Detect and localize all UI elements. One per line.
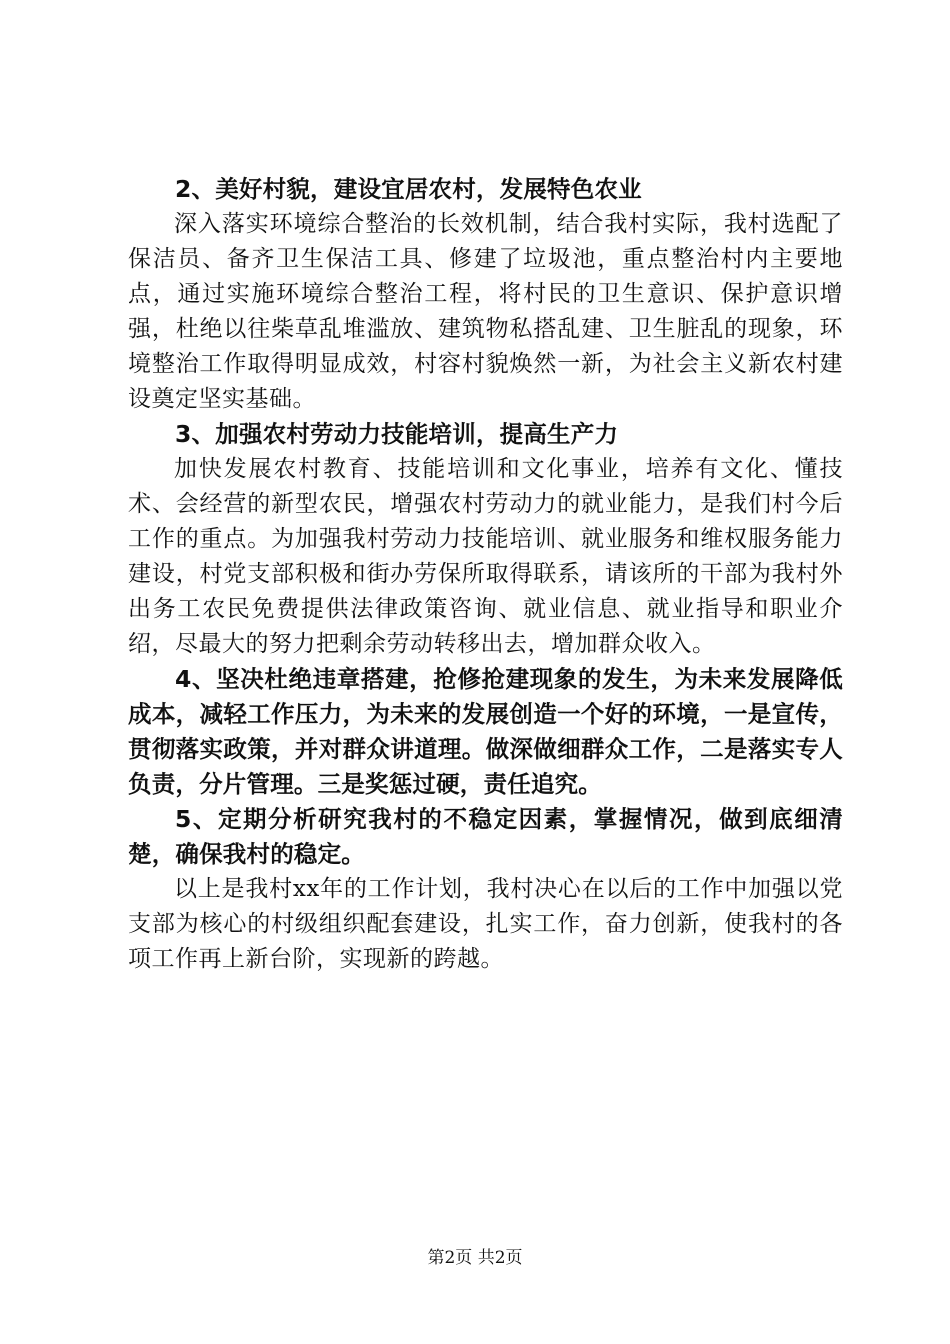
page-number-footer: 第2页 共2页 xyxy=(427,1248,523,1268)
section-paragraph-4: 4、坚决杜绝违章搭建，抢修抢建现象的发生，为未来发展降低成本，减轻工作压力，为未来的发展创造一个好的环境，一是宣传，贯彻落实政策，并对群众讲道理。做深做细群众工作，二是落实专人负责，分片管理。三是奖惩过硬，责任追究。 xyxy=(128,665,843,798)
section-heading-2: 2、美好村貌，建设宜居农村，发展特色农业 xyxy=(175,175,642,203)
body-paragraph-training: 加快发展农村教育、技能培训和文化事业，培养有文化、懂技术、会经营的新型农民，增强农村劳动力的就业能力，是我们村今后工作的重点。为加强我村劳动力技能培训、就业服务和维权服务能力建设，村党支部积极和街办劳保所取得联系，请该所的干部为我村外出务工农民免费提供法律政策咨询、就业信息、就业指导和职业介绍，尽最大的努力把剩余劳动转移出去，增加群众收入。 xyxy=(128,456,843,657)
section-heading-3: 3、加强农村劳动力技能培训，提高生产力 xyxy=(175,420,619,448)
body-paragraph-environment: 深入落实环境综合整治的长效机制，结合我村实际，我村选配了保洁员、备齐卫生保洁工具、修建了垃圾池，重点整治村内主要地点，通过实施环境综合整治工程，将村民的卫生意识、保护意识增强，杜绝以往柴草乱堆滥放、建筑物私搭乱建、卫生脏乱的现象，环境整治工作取得明显成效，村容村貌焕然一新，为社会主义新农村建设奠定坚实基础。 xyxy=(128,211,843,412)
body-paragraph-conclusion: 以上是我村xx年的工作计划，我村决心在以后的工作中加强以党支部为核心的村级组织配套建设，扎实工作，奋力创新，使我村的各项工作再上新台阶，实现新的跨越。 xyxy=(128,876,843,972)
section-paragraph-5: 5、定期分析研究我村的不稳定因素，掌握情况，做到底细清楚，确保我村的稳定。 xyxy=(128,805,843,868)
document-body xyxy=(128,172,843,977)
